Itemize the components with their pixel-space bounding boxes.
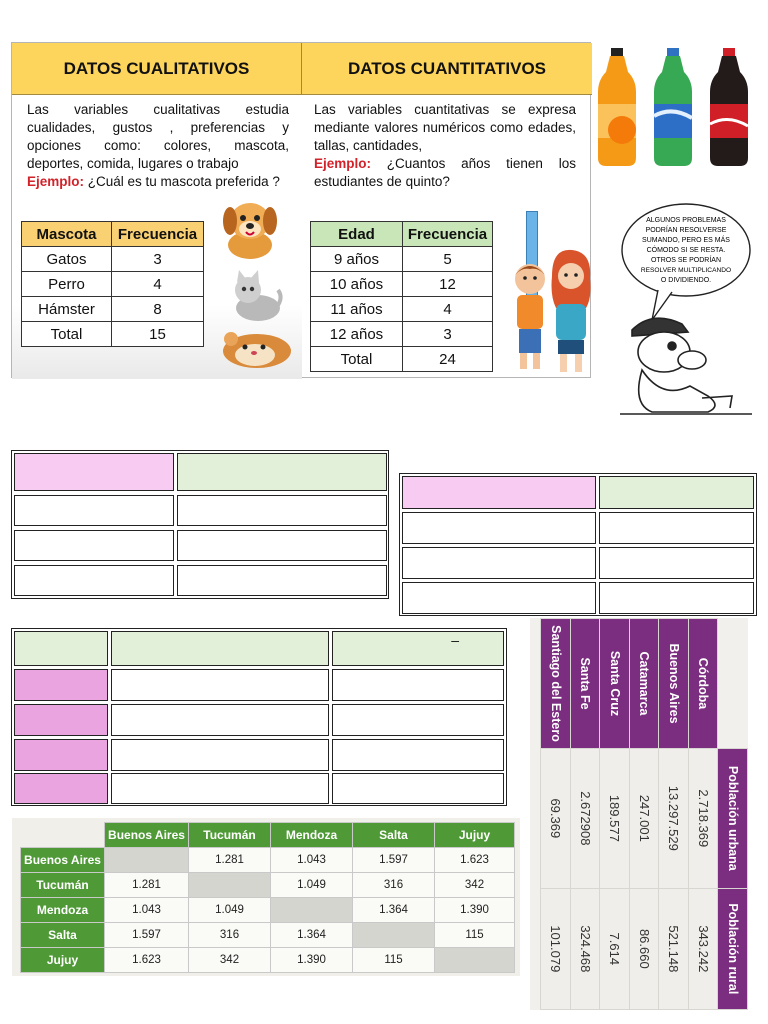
qualitative-example-label: Ejemplo: — [27, 174, 85, 189]
province-cell: Santiago del Estero — [541, 619, 571, 749]
soda-bottles-image — [596, 46, 762, 170]
table-cell[interactable] — [111, 773, 329, 804]
distance-cell: 342 — [435, 873, 515, 898]
table-cell[interactable] — [402, 547, 596, 579]
quantitative-title: DATOS CUANTITATIVOS — [302, 43, 592, 95]
province-cell: Buenos Aires — [659, 619, 689, 749]
table-header-cell — [14, 631, 108, 666]
teacher-icon — [548, 248, 594, 376]
speech-line: ALGUNOS PROBLEMAS — [646, 217, 726, 224]
table-cell[interactable] — [14, 530, 174, 561]
distance-cell: 1.049 — [189, 898, 271, 923]
rural-cell: 521.148 — [659, 888, 689, 1009]
table-cell[interactable] — [332, 704, 504, 736]
table-cell[interactable] — [599, 582, 754, 614]
edad-cell: 10 años — [311, 272, 403, 297]
cat-icon — [224, 268, 284, 324]
cartoon-character-icon — [620, 318, 752, 414]
row-header-cell — [14, 669, 108, 701]
mascota-cell: Perro — [22, 272, 112, 297]
dash-mark: – — [451, 632, 459, 648]
frecuencia-cell: 4 — [403, 297, 493, 322]
table-cell[interactable] — [177, 530, 387, 561]
distance-cell: 1.623 — [105, 948, 189, 973]
row-header: Mendoza — [21, 898, 105, 923]
distance-cell — [189, 873, 271, 898]
rural-cell: 86.660 — [630, 888, 660, 1009]
speech-line: O DIVIDIENDO. — [660, 277, 712, 284]
table-row — [21, 948, 515, 973]
speech-line: PODRÍAN RESOLVERSE — [645, 227, 727, 234]
cartoon-illustration — [612, 200, 762, 430]
speech-line: CÓMODO SI SE RESTA. — [646, 247, 726, 254]
distance-cell: 1.281 — [105, 873, 189, 898]
edad-table — [310, 221, 493, 372]
distance-cell: 115 — [435, 923, 515, 948]
mascota-table — [21, 221, 204, 347]
table-row — [21, 873, 515, 898]
table-row — [659, 619, 689, 1010]
table-cell[interactable] — [111, 704, 329, 736]
row-header: Buenos Aires — [21, 848, 105, 873]
mascota-cell: Gatos — [22, 247, 112, 272]
population-table — [541, 618, 749, 1010]
column-header: Mendoza — [271, 823, 353, 848]
table-cell[interactable] — [14, 495, 174, 526]
rural-cell: 101.079 — [541, 888, 571, 1009]
qualitative-example-text: ¿Cuál es tu mascota preferida ? — [87, 174, 280, 189]
table-cell[interactable] — [177, 495, 387, 526]
column-header: Salta — [353, 823, 435, 848]
mascota-cell: Total — [22, 322, 112, 347]
table-cell[interactable] — [111, 669, 329, 701]
table-row — [571, 619, 601, 1010]
table-header-cell — [402, 476, 596, 509]
frecuencia-cell: 5 — [403, 247, 493, 272]
speech-line: SUMANDO, PERO ES MÁS — [642, 237, 730, 244]
urban-cell: 2.672908 — [571, 749, 601, 889]
province-cell: Córdoba — [689, 619, 719, 749]
row-header: Tucumán — [21, 873, 105, 898]
distance-cell: 342 — [189, 948, 271, 973]
speech-line: RESOLVER MULTIPLICANDO — [640, 267, 732, 274]
quantitative-example-label: Ejemplo: — [314, 156, 372, 171]
table-header-cell — [111, 631, 329, 666]
column-header: Buenos Aires — [105, 823, 189, 848]
frecuencia-cell: 3 — [112, 247, 204, 272]
hamster-icon — [217, 325, 295, 371]
row-header: Salta — [21, 923, 105, 948]
distance-cell: 1.623 — [435, 848, 515, 873]
table-cell[interactable] — [402, 512, 596, 544]
column-header: Jujuy — [435, 823, 515, 848]
province-cell: Santa Cruz — [600, 619, 630, 749]
table-row — [21, 848, 515, 873]
cola-bottle-icon — [710, 48, 748, 166]
province-cell: Santa Fe — [571, 619, 601, 749]
table-cell[interactable] — [14, 565, 174, 596]
empty-table-1 — [11, 450, 389, 599]
qualitative-description — [27, 101, 289, 191]
rural-cell: 7.614 — [600, 888, 630, 1009]
edad-header: Edad — [311, 222, 403, 247]
frecuencia-cell: 3 — [403, 322, 493, 347]
speech-line: OTROS SE PODRÍAN — [650, 257, 722, 264]
mascota-cell: Hámster — [22, 297, 112, 322]
table-cell[interactable] — [332, 669, 504, 701]
table-corner — [21, 823, 105, 848]
quantitative-description — [314, 101, 576, 191]
table-cell[interactable] — [402, 582, 596, 614]
distance-cell — [271, 898, 353, 923]
urban-cell: 2.718.369 — [689, 749, 719, 889]
table-row — [689, 619, 719, 1010]
column-header: Población rural — [718, 888, 748, 1009]
row-header-cell — [14, 704, 108, 736]
urban-cell: 247.001 — [630, 749, 660, 889]
distance-cell: 316 — [353, 873, 435, 898]
column-header: Población urbana — [718, 749, 748, 889]
table-cell[interactable] — [332, 739, 504, 771]
orange-bottle-icon — [598, 48, 636, 166]
rural-cell: 343.242 — [689, 888, 719, 1009]
table-row — [21, 923, 515, 948]
urban-cell: 13.297.529 — [659, 749, 689, 889]
population-table-photo — [530, 618, 748, 1010]
distance-cell: 1.049 — [271, 873, 353, 898]
distance-cell: 1.390 — [271, 948, 353, 973]
distance-cell: 1.364 — [353, 898, 435, 923]
lime-bottle-icon — [654, 48, 692, 166]
distance-cell: 115 — [353, 948, 435, 973]
row-header-cell — [14, 739, 108, 771]
table-header-cell — [14, 453, 174, 491]
frecuencia-cell: 8 — [112, 297, 204, 322]
table-cell[interactable] — [332, 773, 504, 804]
frecuencia-header: Frecuencia — [403, 222, 493, 247]
distance-table — [20, 822, 515, 973]
frecuencia-cell: 4 — [112, 272, 204, 297]
empty-table-2 — [399, 473, 757, 616]
distance-cell: 1.281 — [189, 848, 271, 873]
distance-cell: 1.043 — [271, 848, 353, 873]
info-panel — [11, 42, 591, 378]
table-row — [541, 619, 571, 1010]
empty-table-3 — [11, 628, 507, 806]
table-cell[interactable] — [177, 565, 387, 596]
distance-cell: 316 — [189, 923, 271, 948]
province-cell: Catamarca — [630, 619, 660, 749]
frecuencia-cell: 15 — [112, 322, 204, 347]
row-header-cell — [14, 773, 108, 804]
quantitative-text: Las variables cuantitativas se expresa mediante valores numéricos como edades, tallas, cantidades, — [314, 102, 576, 153]
distance-cell — [353, 923, 435, 948]
table-cell[interactable] — [599, 512, 754, 544]
distance-cell — [105, 848, 189, 873]
table-row — [600, 619, 630, 1010]
mascota-header: Mascota — [22, 222, 112, 247]
table-corner — [718, 619, 748, 749]
distance-cell: 1.390 — [435, 898, 515, 923]
table-row — [630, 619, 660, 1010]
table-header-cell — [599, 476, 754, 509]
distance-cell: 1.597 — [105, 923, 189, 948]
distance-cell: 1.043 — [105, 898, 189, 923]
quantitative-example-text: ¿Cuantos años tienen los estudiantes de quinto? — [314, 156, 576, 189]
edad-cell: 12 años — [311, 322, 403, 347]
table-row — [21, 898, 515, 923]
frecuencia-cell: 12 — [403, 272, 493, 297]
distance-cell: 1.597 — [353, 848, 435, 873]
qualitative-title: DATOS CUALITATIVOS — [12, 43, 302, 95]
rural-cell: 324.468 — [571, 888, 601, 1009]
edad-cell: 11 años — [311, 297, 403, 322]
dog-icon — [212, 191, 287, 263]
table-header-cell — [332, 631, 504, 666]
table-header-cell — [177, 453, 387, 491]
qualitative-text: Las variables cualitativas estudia cualidades, gustos , preferencias y opciones como: colores, mascota, deportes, comida, lugares o trabajo — [27, 102, 289, 171]
edad-cell: 9 años — [311, 247, 403, 272]
distance-cell — [435, 948, 515, 973]
row-header: Jujuy — [21, 948, 105, 973]
distance-table-photo — [12, 818, 520, 976]
frecuencia-header: Frecuencia — [112, 222, 204, 247]
frecuencia-cell: 24 — [403, 347, 493, 372]
table-cell[interactable] — [111, 739, 329, 771]
table-cell[interactable] — [599, 547, 754, 579]
edad-cell: Total — [311, 347, 403, 372]
column-header: Tucumán — [189, 823, 271, 848]
distance-cell: 1.364 — [271, 923, 353, 948]
urban-cell: 189.577 — [600, 749, 630, 889]
urban-cell: 69.369 — [541, 749, 571, 889]
